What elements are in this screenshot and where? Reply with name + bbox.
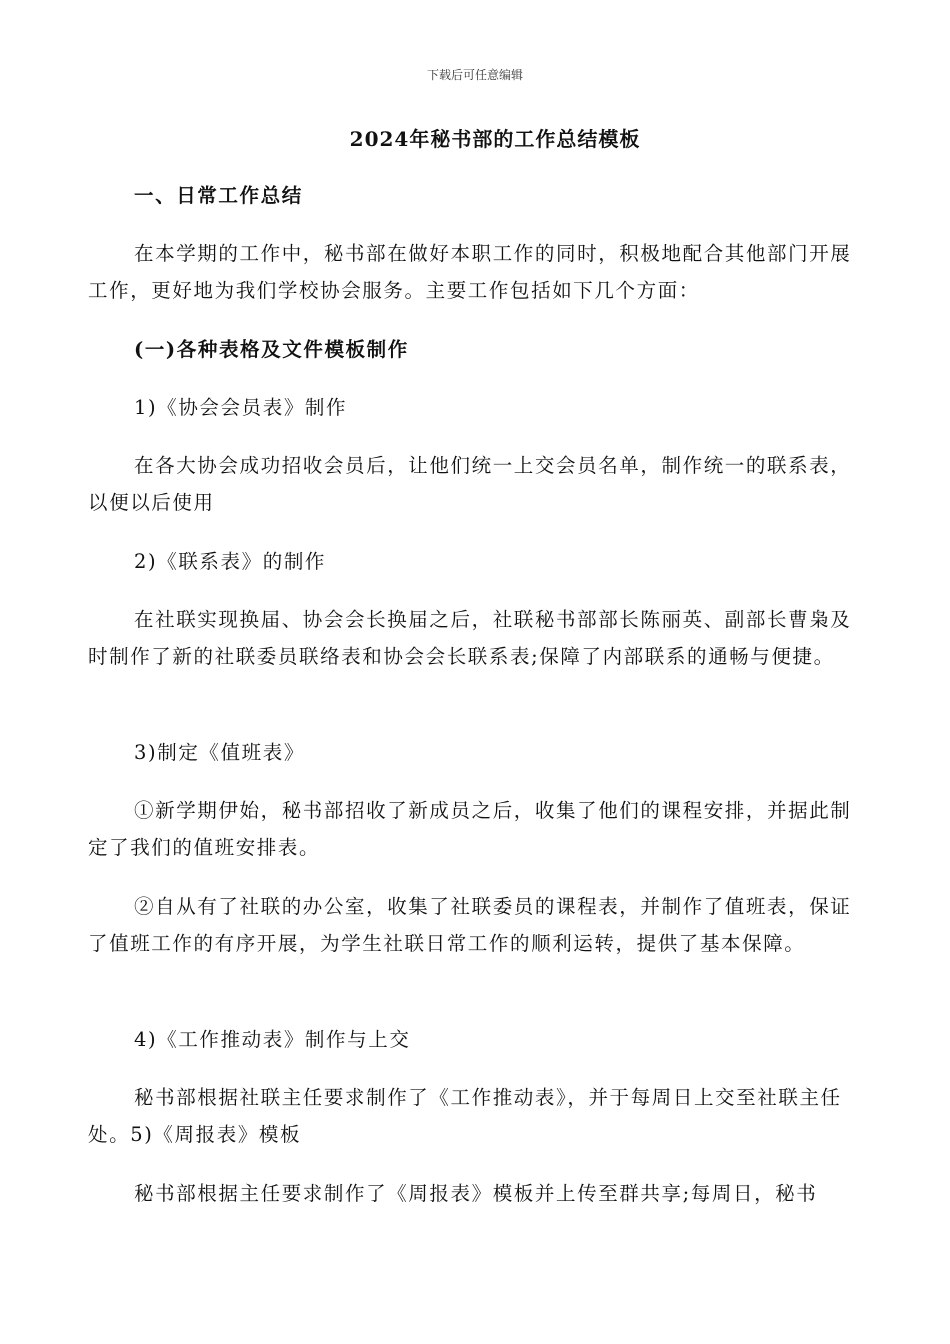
paragraph-work-progress-table: 秘书部根据社联主任要求制作了《工作推动表》，并于每周日上交至社联主任处。5)《周报表》模板 (88, 1086, 842, 1146)
subsection-heading-forms: (一)各种表格及文件模板制作 (134, 338, 409, 361)
item-title-duty-table: 3)制定《值班表》 (134, 741, 305, 764)
item-title-member-table: 1)《协会会员表》制作 (134, 396, 348, 419)
header-note: 下载后可任意编辑 (426, 68, 523, 82)
paragraph-member-table: 在各大协会成功招收会员后，让他们统一上交会员名单，制作统一的联系表，以便以后使用 (88, 454, 852, 514)
item-title-contact-table: 2)《联系表》的制作 (134, 550, 327, 573)
document-title: 2024年秘书部的工作总结模板 (349, 127, 641, 151)
paragraph-duty-table-1: ①新学期伊始，秘书部招收了新成员之后，收集了他们的课程安排，并据此制定了我们的值班安排表。 (88, 799, 852, 859)
section-heading-daily-work: 一、日常工作总结 (134, 184, 303, 207)
paragraph-duty-table-2: ②自从有了社联的办公室，收集了社联委员的课程表，并制作了值班表，保证了值班工作的有序开展，为学生社联日常工作的顺利运转，提供了基本保障。 (88, 895, 852, 955)
intro-paragraph: 在本学期的工作中，秘书部在做好本职工作的同时，积极地配合其他部门开展工作，更好地为我们学校协会服务。主要工作包括如下几个方面： (88, 242, 852, 302)
paragraph-weekly-report: 秘书部根据主任要求制作了《周报表》模板并上传至群共享;每周日，秘书 (134, 1182, 818, 1205)
paragraph-contact-table: 在社联实现换届、协会会长换届之后，社联秘书部部长陈丽英、副部长曹枭及时制作了新的社联委员联络表和协会会长联系表;保障了内部联系的通畅与便捷。 (88, 608, 852, 668)
item-title-work-progress-table: 4)《工作推动表》制作与上交 (134, 1028, 411, 1051)
